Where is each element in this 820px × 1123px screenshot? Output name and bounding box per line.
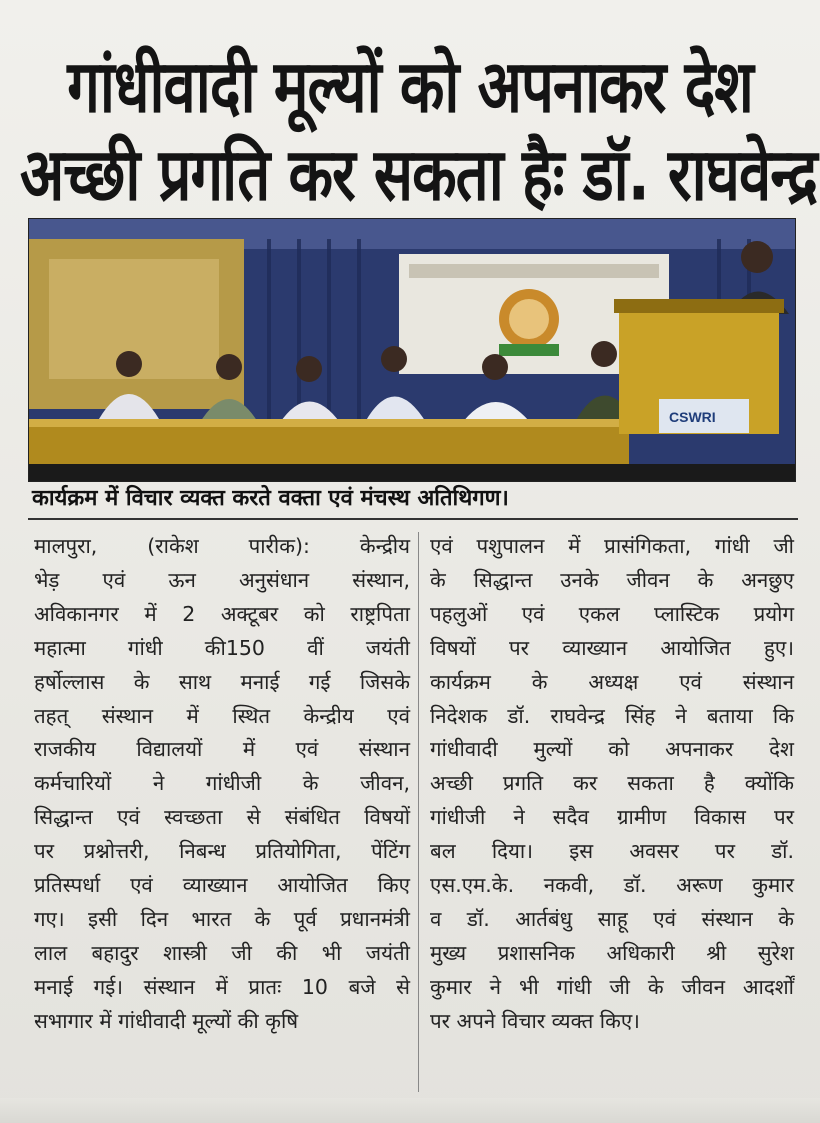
article-column-right bbox=[430, 530, 794, 1039]
article-line: लाल बहादुर शास्त्री जी की भी जयंती bbox=[34, 940, 410, 965]
headline-line-2: अच्छी प्रगति कर सकता हैः डॉ. राघवेन्द्र bbox=[20, 132, 817, 218]
article-line: पर अपने विचार व्यक्त किए। bbox=[430, 1008, 640, 1033]
article-column-left bbox=[34, 530, 410, 1039]
article-line: अविकानगर में 2 अक्टूबर को राष्ट्रपिता bbox=[34, 601, 410, 626]
article-line: पर प्रश्नोत्तरी, निबन्ध प्रतियोगिता, पेंटिंग bbox=[34, 839, 410, 864]
article-line: भेड़ एवं ऊन अनुसंधान संस्थान, bbox=[34, 567, 410, 592]
bleed-through-strip bbox=[0, 1098, 820, 1123]
article-line: के सिद्धान्त उनके जीवन के अनछुए bbox=[430, 567, 794, 592]
article-line: राजकीय विद्यालयों में एवं संस्थान bbox=[34, 737, 410, 762]
event-photo bbox=[28, 218, 796, 482]
column-divider bbox=[418, 532, 419, 1092]
article-line: महात्मा गांधी की150 वीं जयंती bbox=[34, 635, 410, 660]
article-line: अच्छी प्रगति कर सकता है क्योंकि bbox=[430, 771, 794, 796]
article-line: गए। इसी दिन भारत के पूर्व प्रधानमंत्री bbox=[34, 906, 410, 931]
article-line: गांधीवादी मुल्यों को अपनाकर देश bbox=[430, 737, 794, 762]
podium-label: CSWRI bbox=[669, 409, 716, 425]
article-line: कुमार ने भी गांधी जी के जीवन आदर्शों bbox=[430, 974, 794, 999]
article-line: निदेशक डॉ. राघवेन्द्र सिंह ने बताया कि bbox=[430, 703, 794, 728]
article-line: सभागार में गांधीवादी मूल्यों की कृषि bbox=[34, 1008, 299, 1033]
article-line: तहत् संस्थान में स्थित केन्द्रीय एवं bbox=[34, 703, 410, 728]
article-line: कर्मचारियों ने गांधीजी के जीवन, bbox=[34, 771, 410, 796]
event-photo-illustration bbox=[29, 219, 795, 481]
article-line: मनाई गई। संस्थान में प्रातः 10 बजे से bbox=[34, 974, 410, 999]
article-line: पहलुओं एवं एकल प्लास्टिक प्रयोग bbox=[430, 601, 794, 626]
article-line: विषयों पर व्याख्यान आयोजित हुए। bbox=[430, 635, 794, 660]
article-line: हर्षोल्लास के साथ मनाई गई जिसके bbox=[34, 669, 410, 694]
article-line: गांधीजी ने सदैव ग्रामीण विकास पर bbox=[430, 805, 794, 830]
photo-caption: कार्यक्रम में विचार व्यक्त करते वक्ता एवं मंचस्थ अतिथिगण। bbox=[28, 480, 798, 520]
article-line: मालपुरा, (राकेश पारीक): केन्द्रीय bbox=[34, 534, 410, 558]
article-line: मुख्य प्रशासनिक अधिकारी श्री सुरेश bbox=[430, 940, 794, 965]
article-line: एस.एम.के. नकवी, डॉ. अरूण कुमार bbox=[430, 873, 794, 898]
article-line: कार्यक्रम के अध्यक्ष एवं संस्थान bbox=[430, 669, 794, 694]
article-line: बल दिया। इस अवसर पर डॉ. bbox=[430, 839, 794, 864]
article-line: एवं पशुपालन में प्रासंगिकता, गांधी जी bbox=[430, 534, 794, 558]
article-line: प्रतिस्पर्धा एवं व्याख्यान आयोजित किए bbox=[34, 873, 410, 898]
article-line: व डॉ. आर्तबंधु साहू एवं संस्थान के bbox=[430, 906, 794, 931]
article-line: सिद्धान्त एवं स्वच्छता से संबंधित विषयों bbox=[34, 805, 410, 830]
headline-line-1: गांधीवादी मूल्यों को अपनाकर देश bbox=[67, 44, 753, 130]
